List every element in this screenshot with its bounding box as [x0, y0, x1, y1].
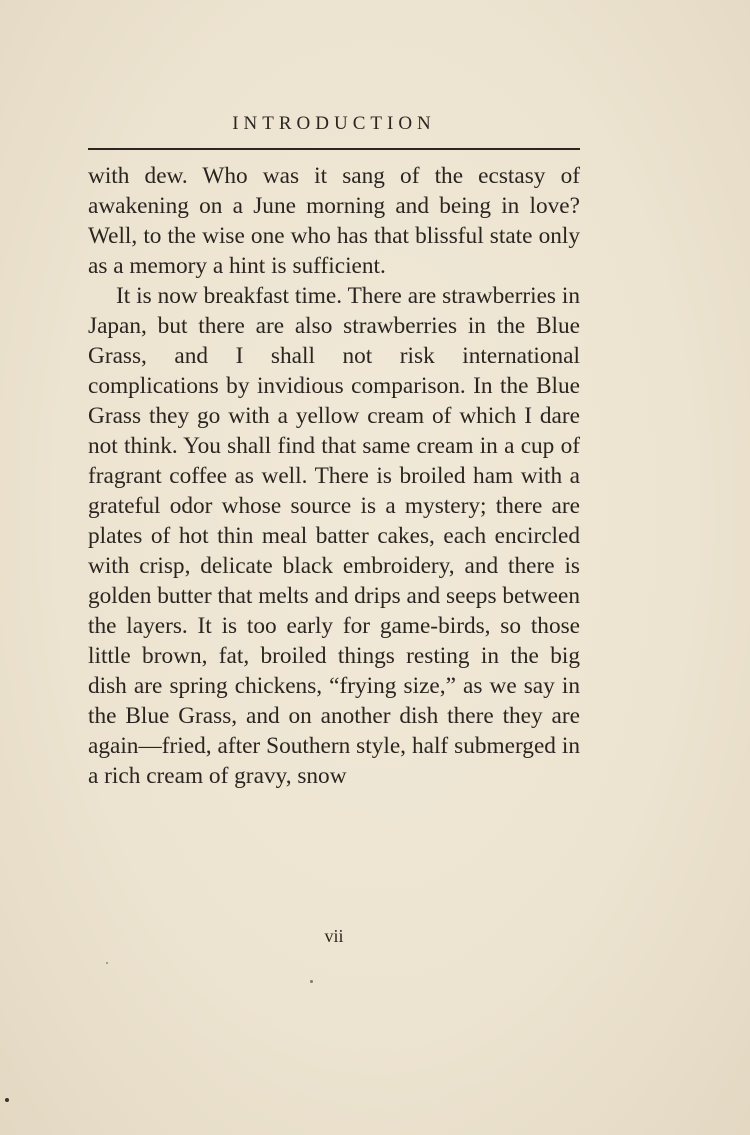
paper-speck: [5, 1098, 9, 1102]
header-rule: [88, 148, 580, 150]
paragraph-continuation: with dew. Who was it sang of the ecstasy of awakening on a June morning and being in love? Well, to the wise one who has that blissful state only as a memory a hint is sufficient.: [88, 163, 580, 279]
paragraph-breakfast: It is now breakfast time. There are strawberries in Japan, but there are also strawberries in the Blue Grass, and I shall not risk international complications by invidious comparison. In the Blue Grass they go with a yellow cream of which I dare not think. You shall find that same cream in a cup of fragrant coffee as well. There is broiled ham with a grateful odor whose source is a mystery; there are plates of hot thin meal batter cakes, each encircled with crisp, delicate black embroidery, and there is golden butter that melts and drips and seeps between the layers. It is too early for game-birds, so those little brown, fat, broiled things resting in the big dish are spring chickens, “frying size,” as we say in the Blue Grass, and on another dish there they are again—fried, after Southern style, half submerged in a rich cream of gravy, snow: [88, 283, 580, 789]
page-number: vii: [324, 926, 344, 946]
paper-speck: [310, 980, 313, 983]
paper-speck: [106, 962, 108, 964]
body-text: [88, 161, 580, 791]
running-header: INTRODUCTION: [232, 113, 436, 134]
